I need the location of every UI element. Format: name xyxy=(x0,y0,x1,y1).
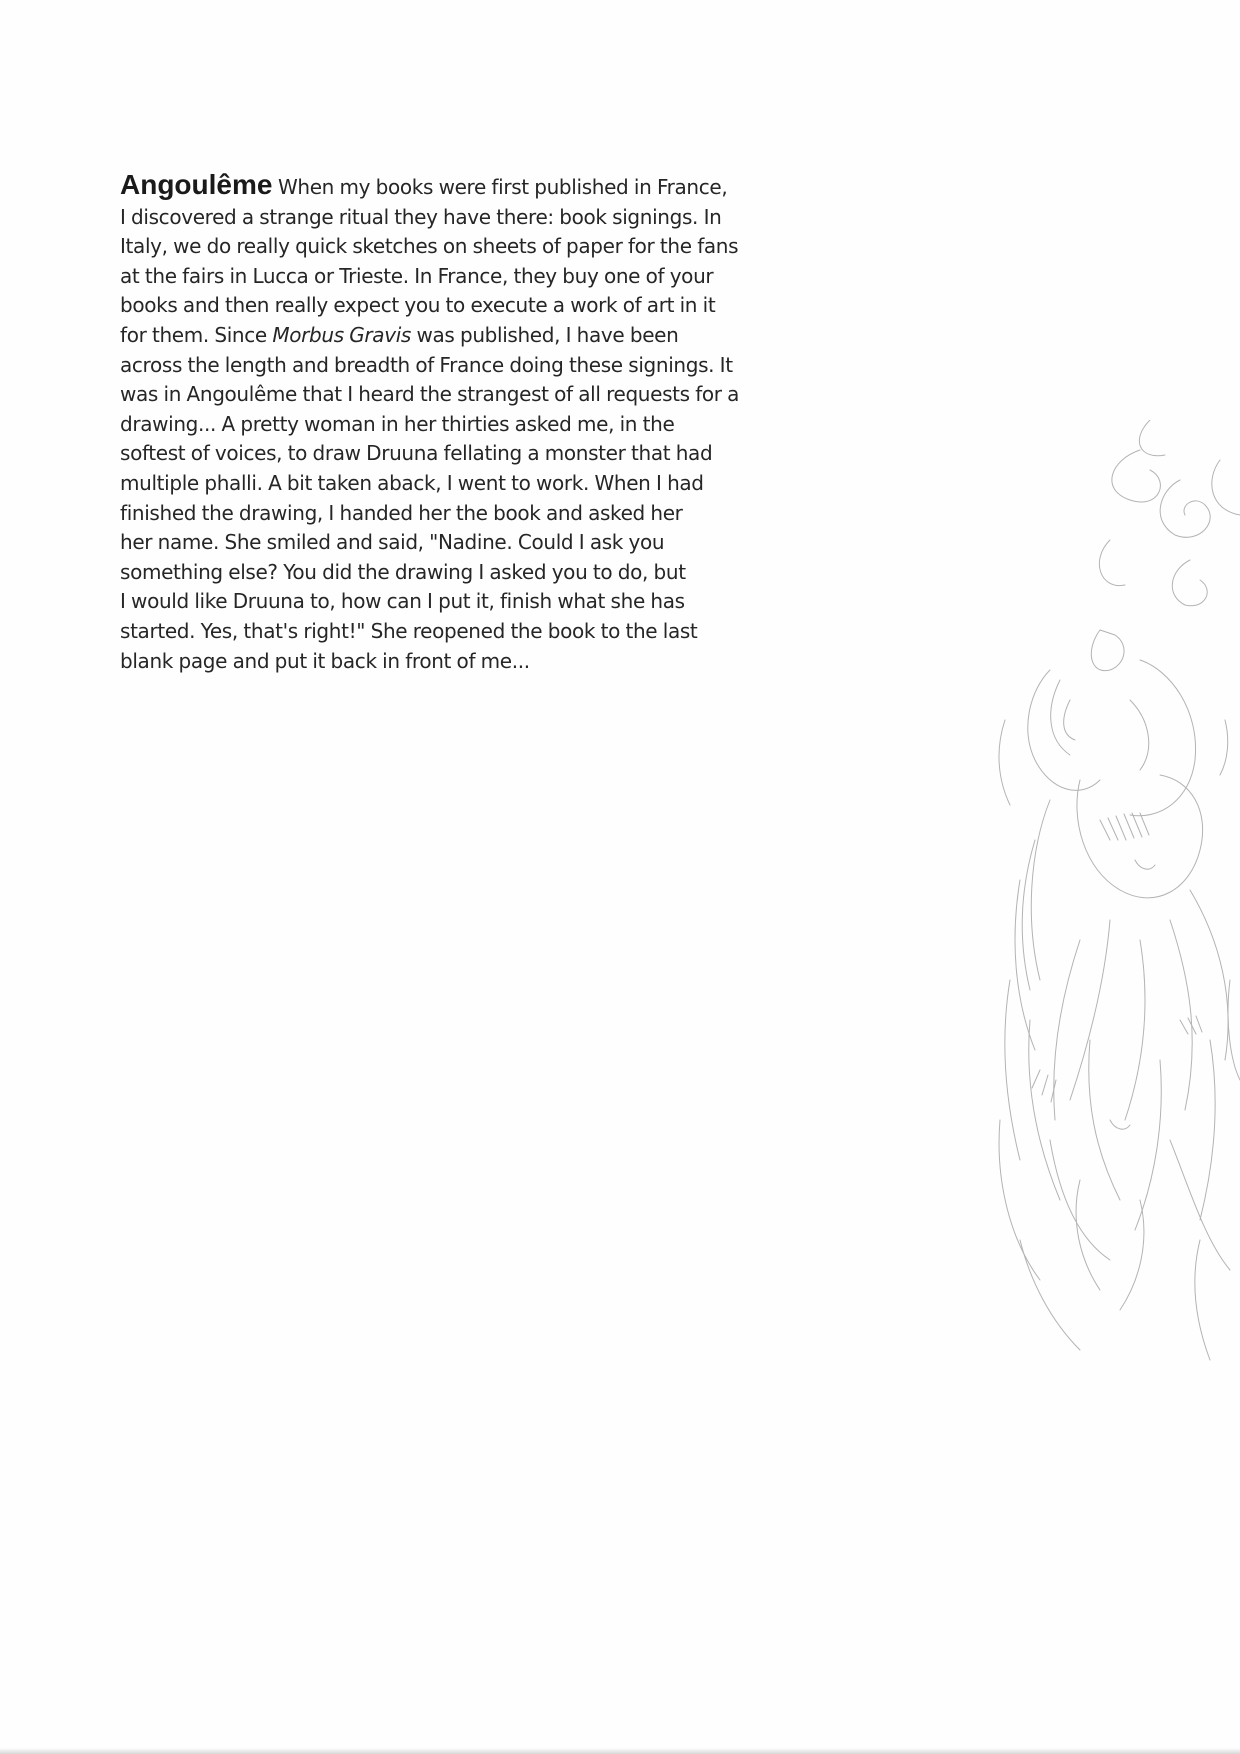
text-line-12: finished the drawing, I handed her the book and asked her xyxy=(120,500,683,525)
text-line-17: blank page and put it back in front of me... xyxy=(120,648,530,673)
page-bottom-edge xyxy=(0,1748,1240,1754)
text-line-6-end: was published, I have been xyxy=(410,322,679,347)
text-line-5: books and then really expect you to execute a work of art in it xyxy=(120,293,716,318)
article-text xyxy=(120,170,760,676)
text-line-14: something else? You did the drawing I asked you to do, but xyxy=(120,559,686,584)
text-line-13: her name. She smiled and said, "Nadine. Could I ask you xyxy=(120,530,665,555)
text-line-7: across the length and breadth of France doing these signings. It xyxy=(120,352,733,377)
pencil-sketch-illustration xyxy=(990,420,1240,1420)
text-line-3: Italy, we do really quick sketches on sheets of paper for the fans xyxy=(120,234,739,259)
text-line-9: drawing... A pretty woman in her thirties asked me, in the xyxy=(120,411,675,436)
text-line-11: multiple phalli. A bit taken aback, I went to work. When I had xyxy=(120,470,704,495)
text-line-15: I would like Druuna to, how can I put it, finish what she has xyxy=(120,589,685,614)
text-line-16: started. Yes, that's right!" She reopened the book to the last xyxy=(120,618,698,643)
book-title: Morbus Gravis xyxy=(272,322,411,347)
text-line-1 xyxy=(120,170,760,203)
text-line-4: at the fairs in Lucca or Trieste. In France, they buy one of your xyxy=(120,263,714,288)
text-line-6 xyxy=(120,321,760,351)
text-line-2: I discovered a strange ritual they have there: book signings. In xyxy=(120,204,722,229)
text-line-1-body: When my books were first published in France, xyxy=(272,175,728,199)
text-line-8: was in Angoulême that I heard the strangest of all requests for a xyxy=(120,382,740,407)
text-line-10: softest of voices, to draw Druuna fellating a monster that had xyxy=(120,441,713,466)
article-heading: Angoulême xyxy=(120,169,273,200)
text-line-6-start: for them. Since xyxy=(120,322,273,347)
